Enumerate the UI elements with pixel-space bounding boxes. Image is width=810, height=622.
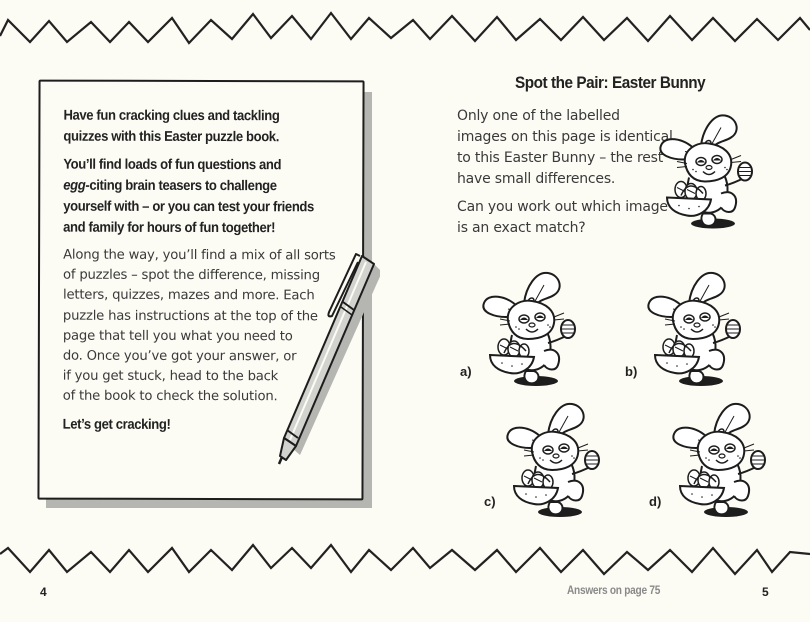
easter-bunny-reference-image (655, 105, 755, 235)
intro-paragraph-1: Have fun cracking clues and tackling quizzes with this Easter puzzle book. (63, 107, 280, 146)
egg-pun: egg (63, 177, 86, 194)
option-c-label[interactable]: c) (484, 494, 496, 509)
option-a-label[interactable]: a) (460, 364, 472, 379)
page-number-right: 5 (762, 585, 769, 599)
zigzag-border-bottom (0, 540, 810, 580)
zigzag-border-top (0, 8, 810, 48)
easter-bunny-option-d-image[interactable] (668, 396, 768, 521)
sign-off: Let’s get cracking! (62, 416, 171, 433)
pen-icon (270, 250, 380, 470)
puzzle-instructions (457, 106, 677, 246)
easter-bunny-option-c-image[interactable] (502, 396, 602, 521)
option-d-label[interactable]: d) (649, 494, 662, 509)
answers-footer-note: Answers on page 75 (567, 585, 661, 597)
instructions-paragraph: Only one of the labelled images on this page is identical to this Easter Bunny – the rest have small differences. (457, 108, 673, 187)
easter-bunny-option-b-image[interactable] (643, 265, 743, 390)
question-paragraph: Can you work out which image is an exact match? (457, 199, 668, 236)
option-b-label[interactable]: b) (625, 364, 638, 379)
puzzle-title: Spot the Pair: Easter Bunny (515, 73, 706, 92)
intro-paragraph-3: Along the way, you’ll find a mix of all sorts of puzzles – spot the difference, missing letters, quizzes, mazes and more. Each puzzle has instructions at the top of the page that tell you what you need to do. Once you’ve got your answer, or if you get stuck, head to the back of the book to check the solution. (62, 247, 336, 405)
intro-paragraph-2: You’ll find loads of fun questions and egg-citing brain teasers to challenge yourself with – or you can test your friends and family for hours of fun together! (63, 156, 314, 237)
easter-bunny-option-a-image[interactable] (478, 265, 578, 390)
page-number-left: 4 (40, 585, 47, 599)
